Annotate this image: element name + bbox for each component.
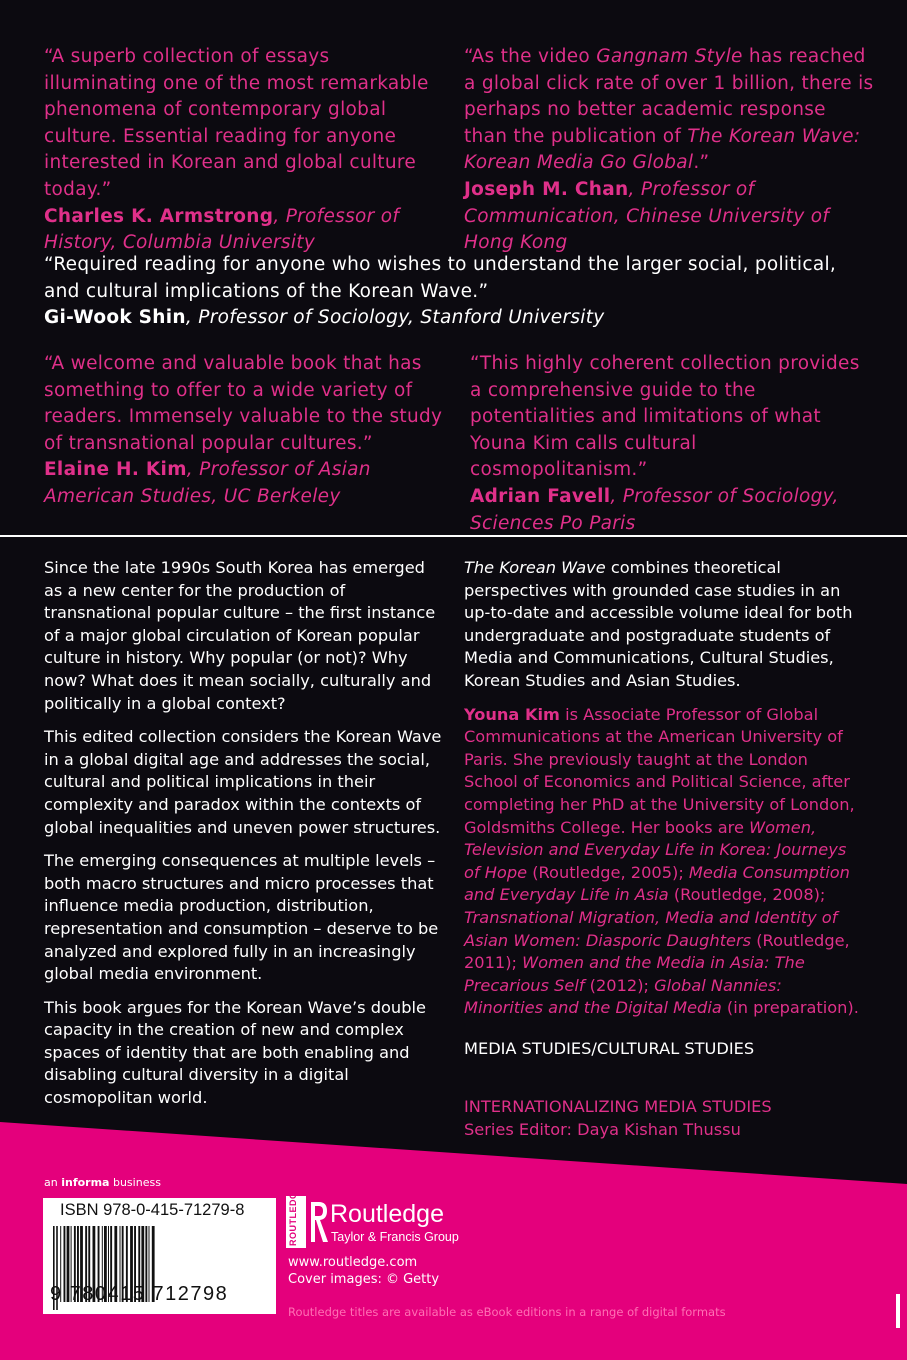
barcode-number: 9 780415 712798 xyxy=(50,1283,229,1305)
quote-text: “As the video Gangnam Style has reached a global click rate of over 1 billion, there is perhaps no better academic response than the publication of The Korean Wave: Korean Media Go Global.” xyxy=(464,46,874,174)
quote-author: Gi-Wook Shin xyxy=(44,307,186,329)
description-paragraph: Since the late 1990s South Korea has emerged as a new center for the production of transnational popular culture – the first instance of a major global circulation of Korean popular culture in history. Why popular (or not)? Why now? What does it mean socially, culturally and politically in a global context? xyxy=(44,558,436,713)
quote-author-role: , Professor of History, Columbia University xyxy=(44,205,400,254)
ebook-note: Routledge titles are available as eBook editions in a range of digital formats xyxy=(288,1305,726,1319)
subject-category: MEDIA STUDIES/CULTURAL STUDIES xyxy=(464,1039,755,1058)
description-column xyxy=(44,557,444,1121)
quote-text: “Required reading for anyone who wishes to understand the larger social, political, and cultural implications of the Korean Wave.” xyxy=(44,254,837,302)
description-paragraph: This edited collection considers the Korean Wave in a global digital age and addresses the social, cultural and political implications in their complexity and paradox within the contexts of global inequalities and uneven power structures. xyxy=(44,727,442,837)
cover-credit: Cover images: © Getty xyxy=(288,1272,440,1287)
quote-chan xyxy=(464,44,874,257)
series-editor: Series Editor: Daya Kishan Thussu xyxy=(464,1119,741,1139)
routledge-r-icon xyxy=(308,1198,330,1246)
series-info xyxy=(464,1096,884,1141)
series-title: INTERNATIONALIZING MEDIA STUDIES xyxy=(464,1097,772,1116)
publisher-website[interactable]: www.routledge.com xyxy=(288,1255,418,1270)
quote-author-role: , Professor of Sociology, Stanford University xyxy=(185,307,605,329)
quote-text: “A welcome and valuable book that has something to offer to a wide variety of readers. Immensely valuable to the study of transnational popular cultures.” xyxy=(44,353,443,454)
quote-author: Charles K. Armstrong xyxy=(44,205,274,227)
publisher-name: Routledge xyxy=(330,1200,444,1228)
routledge-logo-strip xyxy=(286,1184,306,1248)
quote-armstrong xyxy=(44,44,444,257)
quote-text: “A superb collection of essays illuminating one of the most remarkable phenomena of contemporary global culture. Essential reading for anyone interested in Korean and global culture today.” xyxy=(44,46,429,200)
quote-text: “This highly coherent collection provides a comprehensive guide to the potentialities and limitations of what Youna Kim calls cultural cosmopolitanism.” xyxy=(470,353,860,481)
quote-favell xyxy=(470,351,870,537)
description-paragraph: The emerging consequences at multiple levels – both macro structures and micro processes that influence media production, distribution, representation and consumption – deserve to be analyzed and explored fully in an increasingly global media environment. xyxy=(44,851,439,984)
section-divider xyxy=(0,535,907,537)
intro-paragraph: The Korean Wave combines theoretical perspectives with grounded case studies in an up-to-date and accessible volume ideal for both undergraduate and postgraduate students of Media and Communications, Cultural Studies, Korean Studies and Asian Studies. xyxy=(464,558,853,690)
quote-author: Joseph M. Chan xyxy=(464,178,629,200)
quote-author: Elaine H. Kim xyxy=(44,459,187,481)
isbn-label: ISBN 978-0-415-71279-8 xyxy=(60,1201,245,1219)
quote-author: Adrian Favell xyxy=(470,485,611,507)
quote-author-role: , Professor of Sociology, Sciences Po Paris xyxy=(470,485,839,534)
quote-shin xyxy=(44,252,864,332)
informa-business: an informa business xyxy=(44,1176,161,1189)
crop-mark xyxy=(896,1294,900,1328)
author-bio: Youna Kim is Associate Professor of Global Communications at the American University of Paris. She previously taught at the London School of Economics and Political Science, after completing her PhD at the University of London, Goldsmiths College. Her books are Women, Television and Everyday Life in Korea: Journeys of Hope (Routledge, 2005); Media Consumption and Everyday Life in Asia (Routledge, 2008); Transnational Migration, Media and Identity of Asian Women: Diasporic Daughters (Routledge, 2011); Women and the Media in Asia: The Precarious Self (2012); Global Nannies: Minorities and the Digital Media (in preparation). xyxy=(464,704,859,1018)
quote-author-role: , Professor of Communication, Chinese University of Hong Kong xyxy=(464,178,830,254)
quote-kim xyxy=(44,351,444,511)
info-column xyxy=(464,557,864,1031)
description-paragraph: This book argues for the Korean Wave’s double capacity in the creation of new and complex spaces of identity that are both enabling and disabling cultural diversity in a digital cosmopolitan world. xyxy=(44,997,426,1108)
quote-author-role: , Professor of Asian American Studies, UC Berkeley xyxy=(44,459,371,507)
publisher-group: Taylor & Francis Group xyxy=(331,1230,459,1244)
routledge-vertical-wordmark: ROUTLEDGE xyxy=(288,1184,298,1246)
